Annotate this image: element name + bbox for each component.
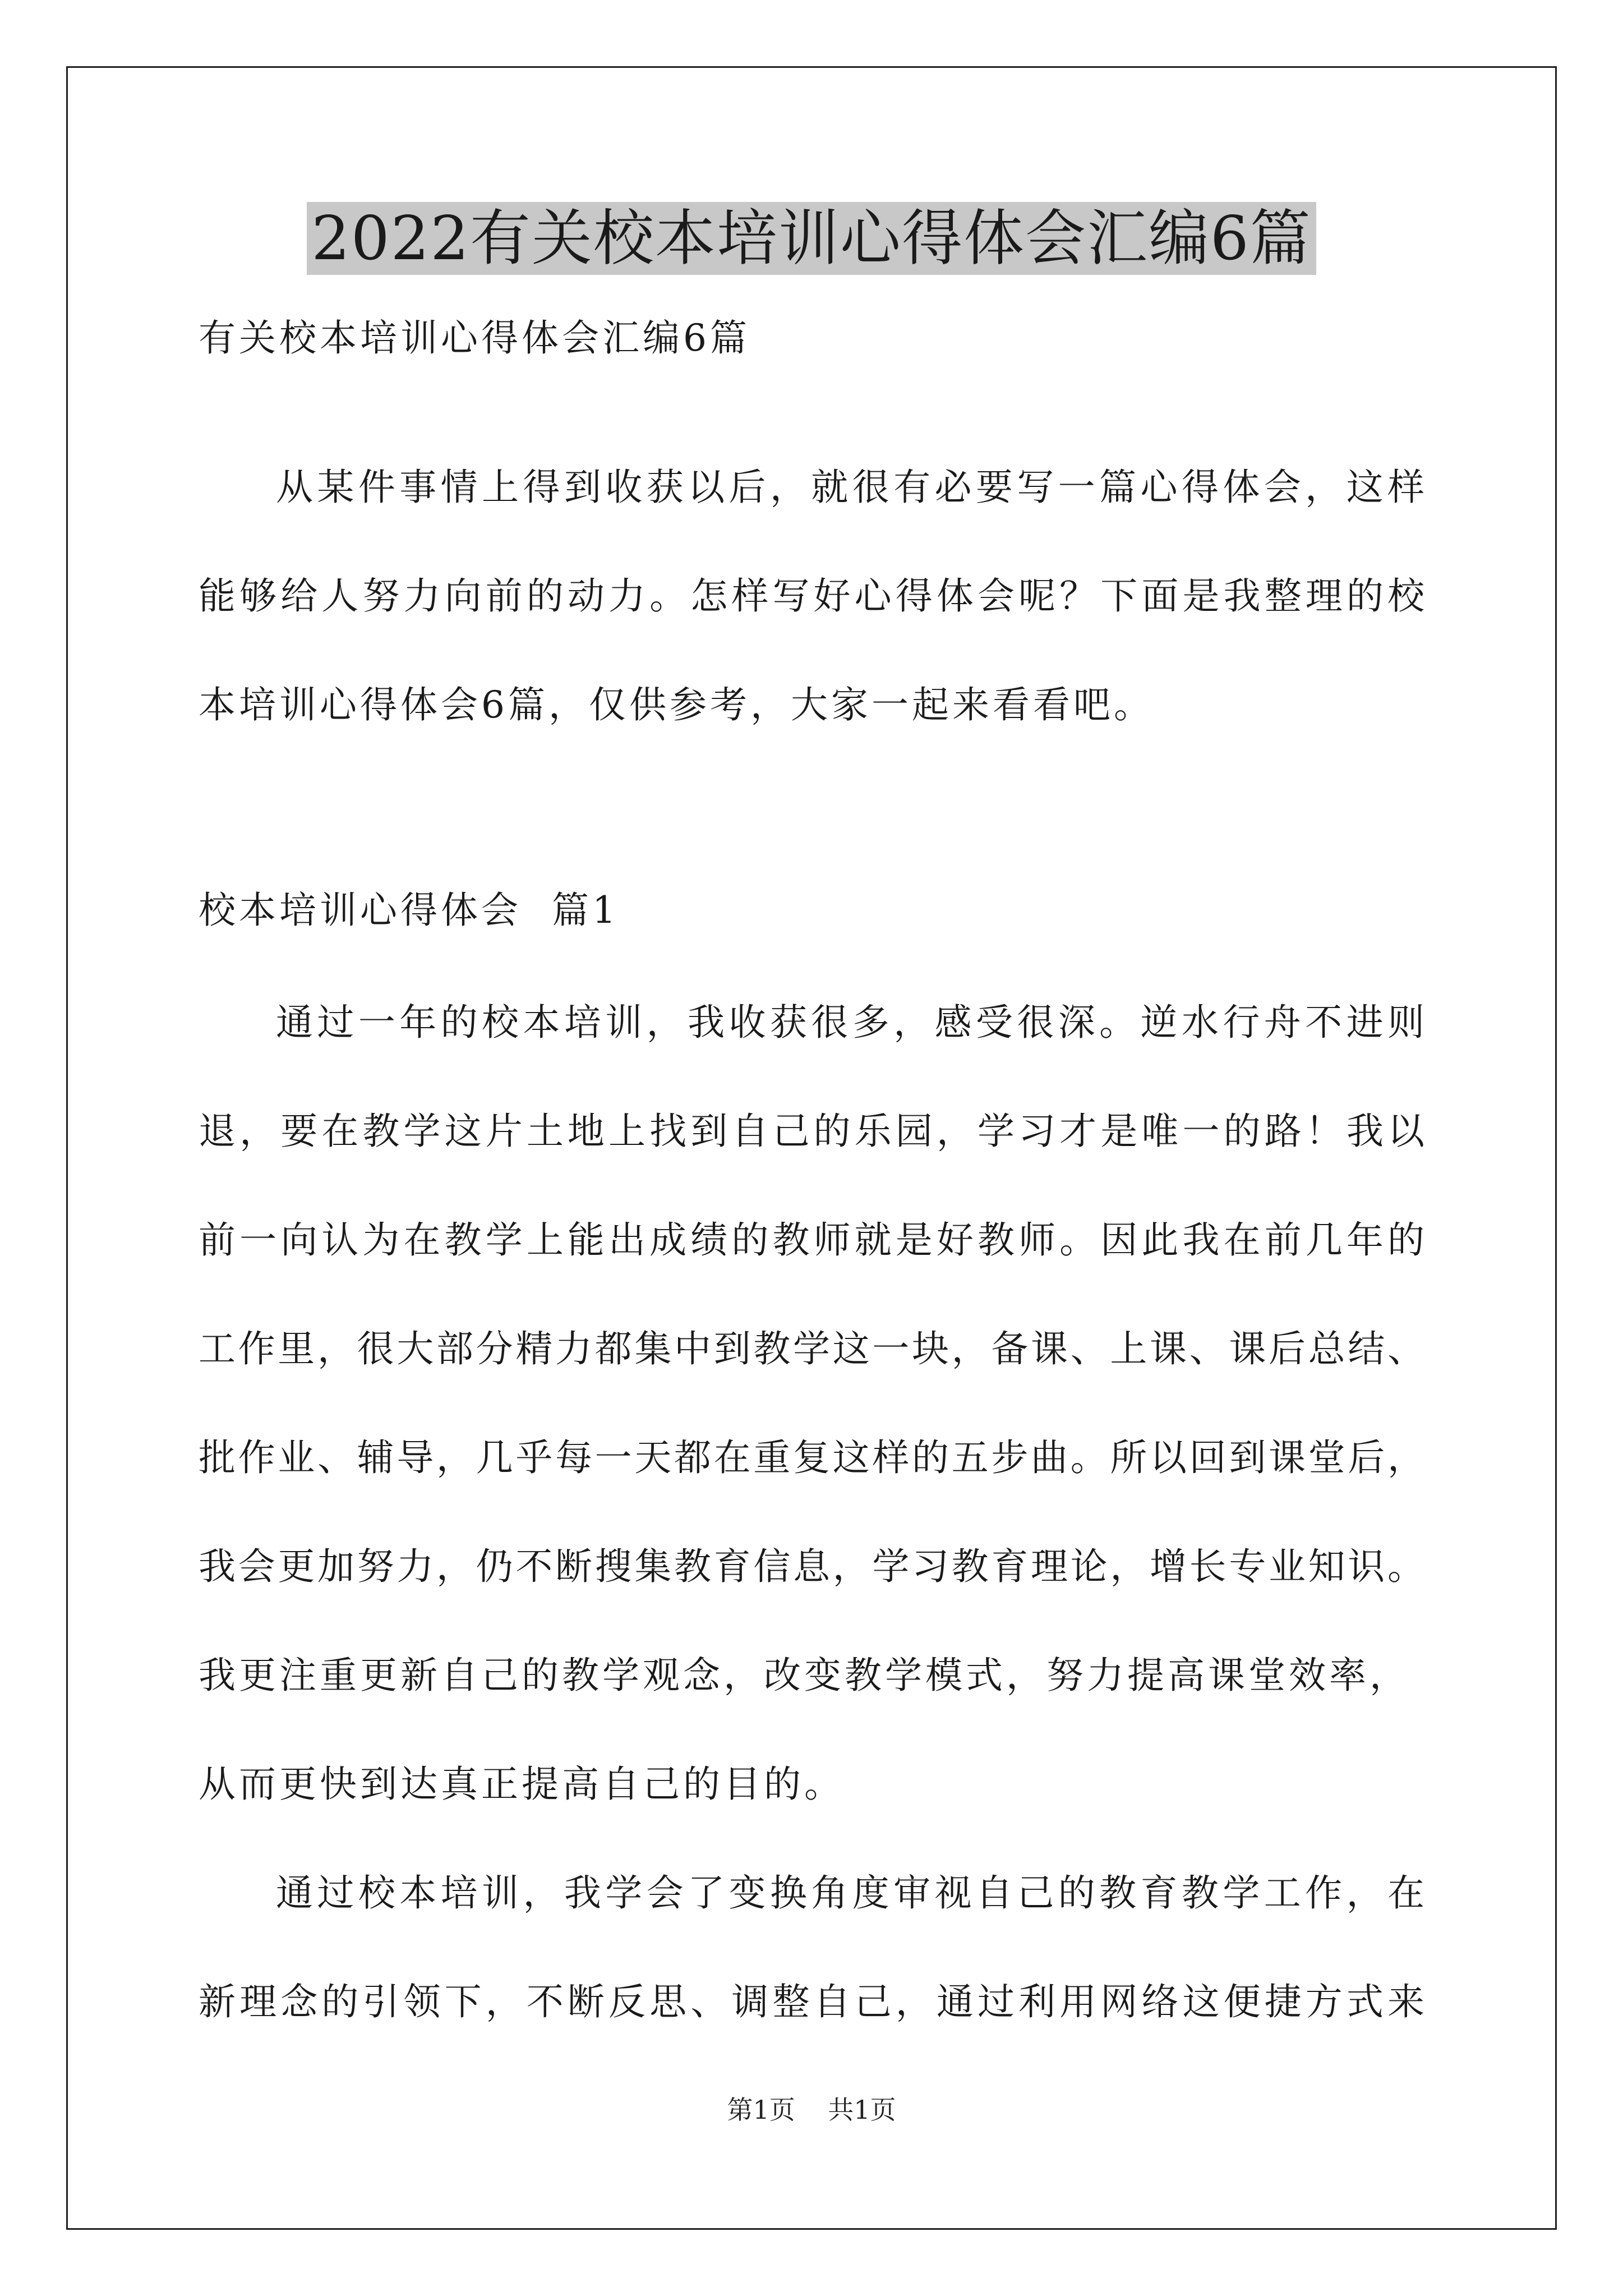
paragraph-line: 退，要在教学这片土地上找到自己的乐园，学习才是唯一的路！我以 xyxy=(199,1110,1424,1153)
intro-line: 本培训心得体会6篇，仅供参考，大家一起来看看吧。 xyxy=(199,683,1154,726)
paragraph-line: 从而更快到达真正提高自己的目的。 xyxy=(199,1763,845,1806)
intro-line: 能够给人努力向前的动力。怎样写好心得体会呢？下面是我整理的校 xyxy=(199,574,1424,618)
document-subtitle: 有关校本培训心得体会汇编6篇 xyxy=(199,316,750,360)
paragraph-line: 通过一年的校本培训，我收获很多，感受很深。逆水行舟不进则 xyxy=(276,1001,1424,1044)
intro-line: 从某件事情上得到收获以后，就很有必要写一篇心得体会，这样 xyxy=(276,466,1424,509)
paragraph-line: 批作业、辅导，几乎每一天都在重复这样的五步曲。所以回到课堂后， xyxy=(199,1436,1424,1479)
paragraph-line: 工作里，很大部分精力都集中到教学这一块，备课、上课、课后总结、 xyxy=(199,1327,1424,1370)
section-heading: 校本培训心得体会 篇1 xyxy=(199,889,619,932)
document-title-text: 2022有关校本培训心得体会汇编6篇 xyxy=(307,202,1316,275)
paragraph-line: 通过校本培训，我学会了变换角度审视自己的教育教学工作，在 xyxy=(276,1871,1424,1915)
paragraph-line: 新理念的引领下，不断反思、调整自己，通过利用网络这便捷方式来 xyxy=(199,1980,1424,2023)
paragraph-line: 前一向认为在教学上能出成绩的教师就是好教师。因此我在前几年的 xyxy=(199,1218,1424,1262)
paragraph-line: 我会更加努力，仍不断搜集教育信息，学习教育理论，增长专业知识。 xyxy=(199,1545,1424,1588)
document-title xyxy=(0,202,1623,275)
paragraph-line: 我更注重更新自己的教学观念，改变教学模式，努力提高课堂效率， xyxy=(199,1654,1410,1697)
page-number: 第1页 共1页 xyxy=(727,2095,896,2125)
